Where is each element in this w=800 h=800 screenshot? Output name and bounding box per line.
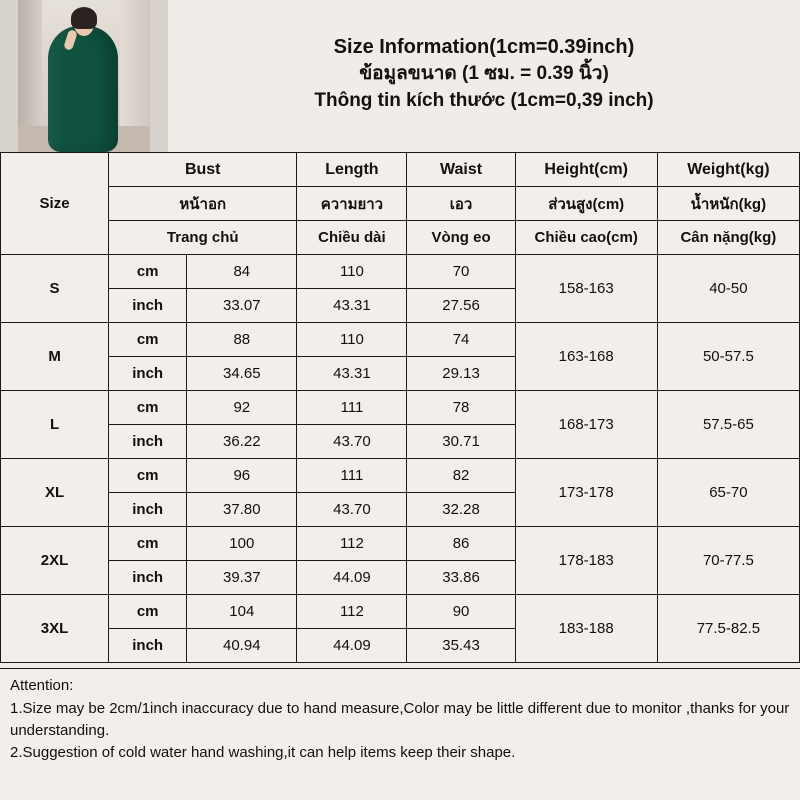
attention-block (0, 668, 800, 800)
green-dress-shape (48, 26, 118, 152)
row-unit-cm: cm (109, 391, 187, 425)
cell-waist-cm: 82 (407, 459, 515, 493)
row-unit-cm: cm (109, 595, 187, 629)
attention-title: Attention: (10, 677, 74, 694)
cell-bust-inch: 39.37 (187, 561, 297, 595)
cell-height: 183-188 (515, 595, 657, 663)
cell-waist-inch: 29.13 (407, 357, 515, 391)
header-titles (168, 0, 800, 152)
header-weight-vi: Cân nặng(kg) (657, 221, 799, 255)
cell-height: 163-168 (515, 323, 657, 391)
header-waist-vi: Vòng eo (407, 221, 515, 255)
table-row (1, 255, 800, 289)
cell-length-cm: 110 (297, 323, 407, 357)
title-thai: ข้อมูลขนาด (1 ซม. = 0.39 นิ้ว) (359, 63, 609, 85)
cell-length-cm: 110 (297, 255, 407, 289)
row-unit-inch: inch (109, 357, 187, 391)
cell-length-inch: 43.70 (297, 425, 407, 459)
cell-length-inch: 43.70 (297, 493, 407, 527)
header-bust-en: Bust (109, 153, 297, 187)
table-header-row-en (1, 153, 800, 187)
cell-weight: 65-70 (657, 459, 799, 527)
cell-weight: 57.5-65 (657, 391, 799, 459)
cell-bust-cm: 96 (187, 459, 297, 493)
row-size-label: M (1, 323, 109, 391)
cell-bust-cm: 84 (187, 255, 297, 289)
header (0, 0, 800, 152)
cell-weight: 40-50 (657, 255, 799, 323)
cell-bust-cm: 92 (187, 391, 297, 425)
header-bust-vi: Trang chủ (109, 221, 297, 255)
cell-length-cm: 112 (297, 595, 407, 629)
cell-length-cm: 111 (297, 391, 407, 425)
cell-length-inch: 43.31 (297, 289, 407, 323)
attention-line-1: 1.Size may be 2cm/1inch inaccuracy due to hand measure,Color may be little different due to monitor ,thanks for your understanding. (10, 700, 790, 739)
cell-bust-cm: 100 (187, 527, 297, 561)
row-unit-cm: cm (109, 323, 187, 357)
table-header-row-vi (1, 221, 800, 255)
cell-height: 168-173 (515, 391, 657, 459)
table-row (1, 595, 800, 629)
cell-waist-cm: 90 (407, 595, 515, 629)
row-size-label: 3XL (1, 595, 109, 663)
header-height-en: Height(cm) (515, 153, 657, 187)
row-unit-cm: cm (109, 459, 187, 493)
row-unit-inch: inch (109, 289, 187, 323)
cell-waist-inch: 33.86 (407, 561, 515, 595)
size-word-cell: Size (1, 153, 109, 255)
header-bust-th: หน้าอก (109, 187, 297, 221)
header-waist-th: เอว (407, 187, 515, 221)
cell-waist-cm: 78 (407, 391, 515, 425)
header-weight-th: น้ำหนัก(kg) (657, 187, 799, 221)
product-photo-image (18, 0, 150, 152)
header-length-th: ความยาว (297, 187, 407, 221)
cell-bust-cm: 104 (187, 595, 297, 629)
model-hair-shape (71, 7, 97, 29)
table-header-row-th (1, 187, 800, 221)
cell-length-inch: 44.09 (297, 561, 407, 595)
row-unit-cm: cm (109, 255, 187, 289)
row-unit-cm: cm (109, 527, 187, 561)
header-height-th: ส่วนสูง(cm) (515, 187, 657, 221)
row-unit-inch: inch (109, 629, 187, 663)
header-weight-en: Weight(kg) (657, 153, 799, 187)
cell-length-inch: 43.31 (297, 357, 407, 391)
cell-height: 158-163 (515, 255, 657, 323)
table-row (1, 323, 800, 357)
cell-waist-cm: 74 (407, 323, 515, 357)
cell-waist-inch: 35.43 (407, 629, 515, 663)
cell-height: 178-183 (515, 527, 657, 595)
cell-weight: 77.5-82.5 (657, 595, 799, 663)
table-row (1, 391, 800, 425)
cell-length-cm: 111 (297, 459, 407, 493)
header-height-vi: Chiều cao(cm) (515, 221, 657, 255)
row-unit-inch: inch (109, 561, 187, 595)
cell-waist-inch: 32.28 (407, 493, 515, 527)
cell-waist-cm: 70 (407, 255, 515, 289)
cell-bust-cm: 88 (187, 323, 297, 357)
cell-waist-cm: 86 (407, 527, 515, 561)
cell-length-cm: 112 (297, 527, 407, 561)
title-english: Size Information(1cm=0.39inch) (333, 35, 635, 58)
size-table (0, 152, 800, 663)
cell-length-inch: 44.09 (297, 629, 407, 663)
cell-bust-inch: 34.65 (187, 357, 297, 391)
cell-waist-inch: 30.71 (407, 425, 515, 459)
cell-weight: 50-57.5 (657, 323, 799, 391)
row-size-label: 2XL (1, 527, 109, 595)
row-unit-inch: inch (109, 425, 187, 459)
cell-weight: 70-77.5 (657, 527, 799, 595)
row-size-label: S (1, 255, 109, 323)
row-size-label: L (1, 391, 109, 459)
cell-bust-inch: 37.80 (187, 493, 297, 527)
product-photo (0, 0, 168, 152)
row-size-label: XL (1, 459, 109, 527)
cell-bust-inch: 36.22 (187, 425, 297, 459)
attention-line-2: 2.Suggestion of cold water hand washing,it can help items keep their shape. (10, 743, 516, 761)
title-vietnamese: Thông tin kích thước (1cm=0,39 inch) (314, 90, 654, 112)
table-row (1, 527, 800, 561)
header-length-vi: Chiều dài (297, 221, 407, 255)
cell-bust-inch: 40.94 (187, 629, 297, 663)
table-row (1, 459, 800, 493)
cell-bust-inch: 33.07 (187, 289, 297, 323)
row-unit-inch: inch (109, 493, 187, 527)
cell-waist-inch: 27.56 (407, 289, 515, 323)
cell-height: 173-178 (515, 459, 657, 527)
header-waist-en: Waist (407, 153, 515, 187)
header-length-en: Length (297, 153, 407, 187)
